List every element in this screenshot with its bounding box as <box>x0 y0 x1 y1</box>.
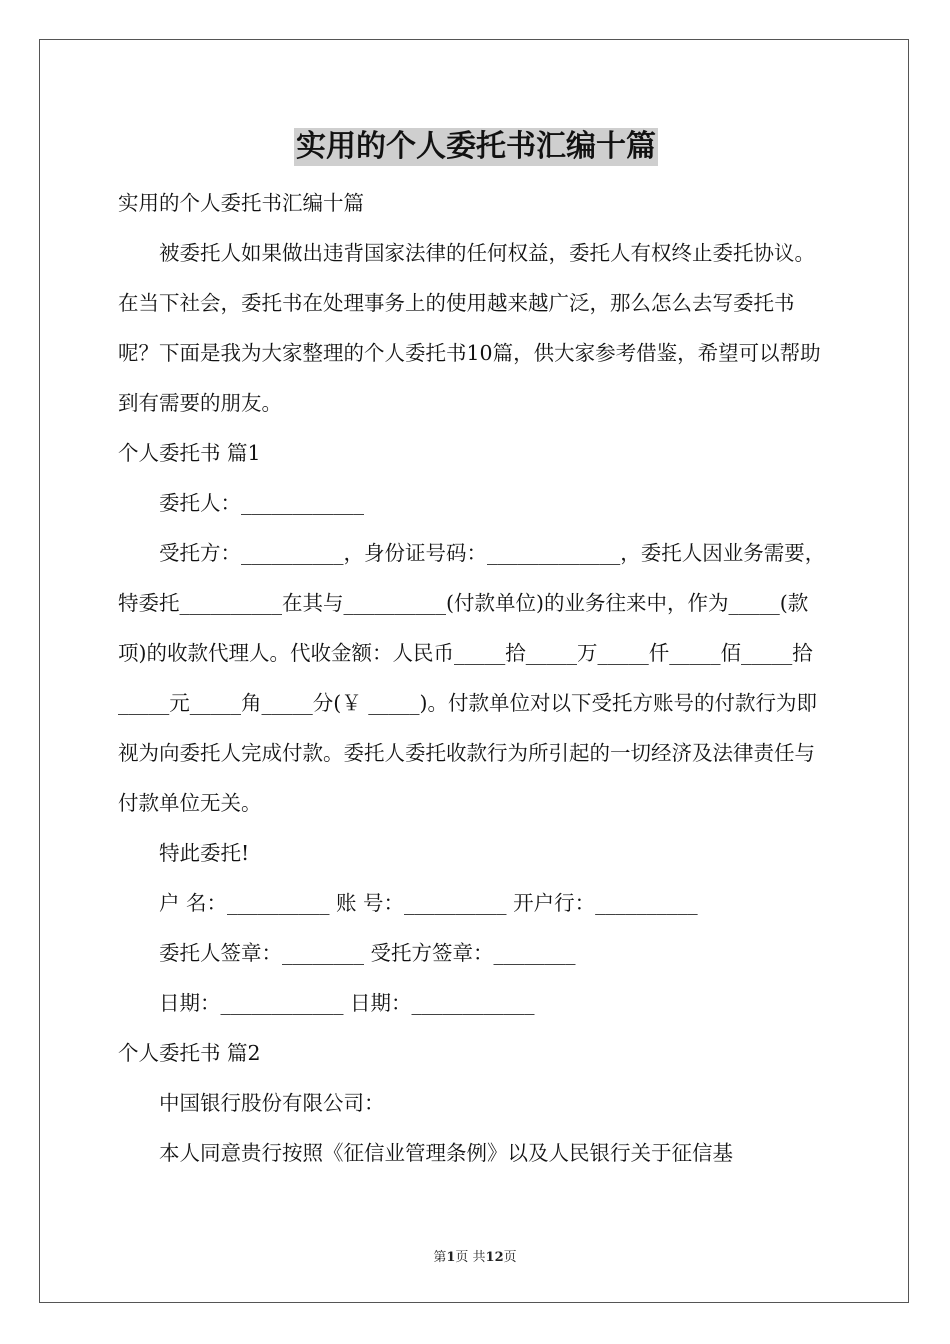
footer-suffix: 页 <box>503 1250 517 1265</box>
footer-page-number: 1 <box>446 1250 456 1265</box>
date-line: 日期：____________ 日期：____________ <box>159 991 535 1015</box>
footer-prefix: 第 <box>433 1250 447 1265</box>
document-title: 实用的个人委托书汇编十篇 <box>296 129 656 164</box>
footer-total-pages: 12 <box>485 1250 504 1265</box>
subtitle: 实用的个人委托书汇编十篇 <box>118 191 364 215</box>
body-paragraph-2: 本人同意贵行按照《征信业管理条例》以及人民银行关于征信基 <box>159 1141 733 1165</box>
signature-line: 委托人签章：________ 受托方签章：________ <box>159 941 576 965</box>
title-wrap <box>118 120 834 178</box>
hereby-line: 特此委托! <box>159 841 250 865</box>
account-line: 户 名：__________ 账 号：__________ 开户行：__________ <box>159 891 698 915</box>
footer-mid: 页 共 <box>455 1250 486 1265</box>
document-body <box>118 120 834 1178</box>
page-footer <box>0 1246 950 1265</box>
client-line: 委托人：____________ <box>159 491 364 515</box>
bank-line: 中国银行股份有限公司： <box>159 1091 385 1115</box>
body-paragraph-1: 受托方：__________，身份证号码：_____________，委托人因业务需要，特委托__________在其与__________(付款单位)的业务往来中，作为_____(款项)的收款代理人。代收金额：人民币_____拾_____万_____仟_____佰_____拾_____元_____角_____分(￥ _____)。付款单位对以下受托方账号的付款行为即视为向委托人完成付款。委托人委托收款行为所引起的一切经济及法律责任与付款单位无关。 <box>118 541 826 815</box>
section-heading-1: 个人委托书 篇1 <box>118 441 261 465</box>
section-heading-2: 个人委托书 篇2 <box>118 1041 261 1065</box>
intro-paragraph: 被委托人如果做出违背国家法律的任何权益，委托人有权终止委托协议。在当下社会，委托书在处理事务上的使用越来越广泛，那么怎么去写委托书呢？下面是我为大家整理的个人委托书10篇，供大家参考借鉴，希望可以帮助到有需要的朋友。 <box>118 241 821 415</box>
